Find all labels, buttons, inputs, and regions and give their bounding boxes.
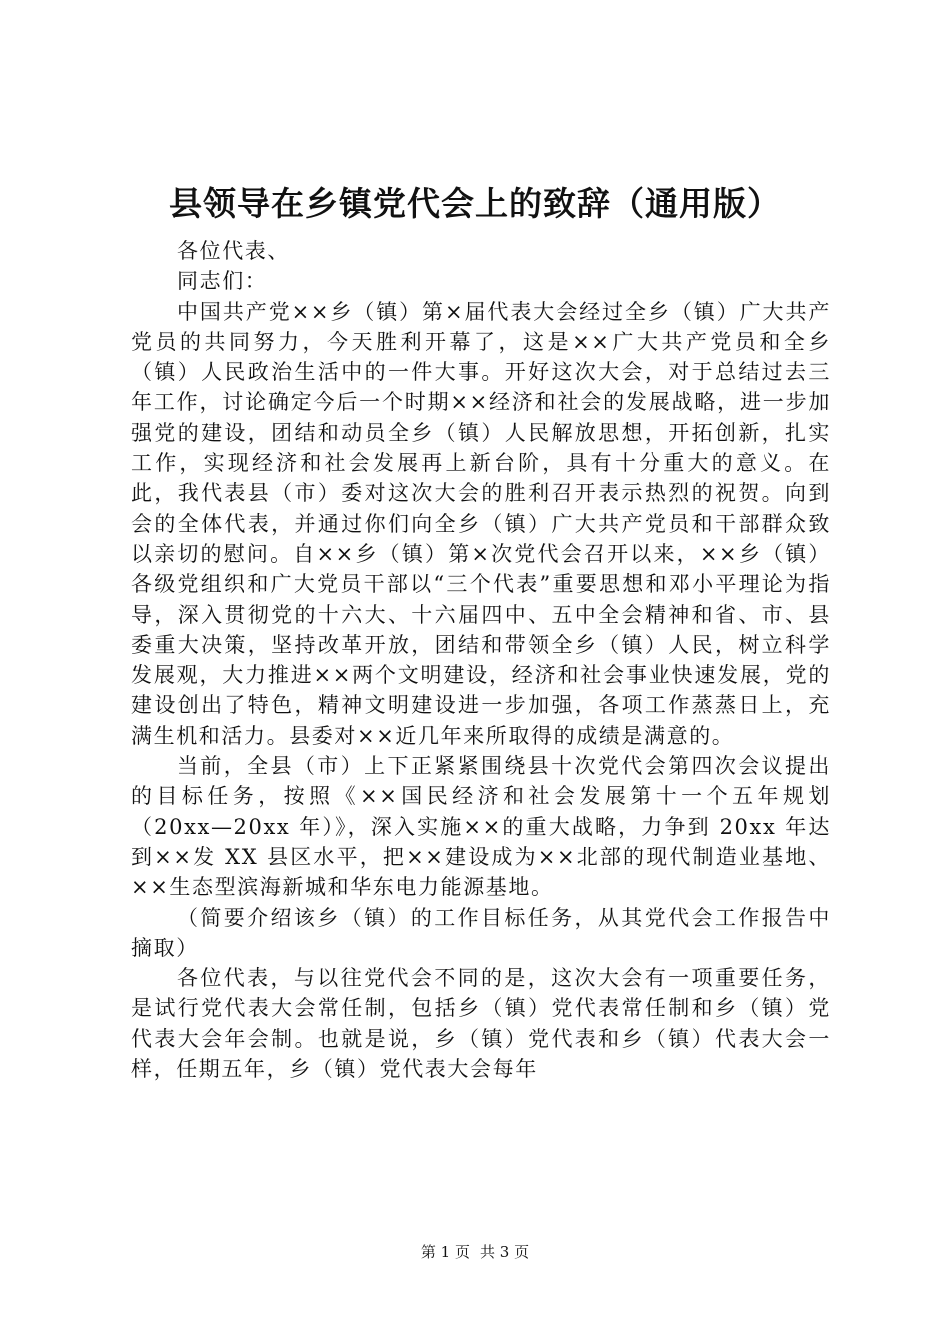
body-paragraph-4: 各位代表，与以往党代会不同的是，这次大会有一项重要任务，是试行党代表大会常任制，包括乡（镇）党代表常任制和乡（镇）党代表大会年会制。也就是说，乡（镇）党代表和乡（镇）代表大会一样，任期五年，乡（镇）党代表大会每年: [131, 966, 831, 1082]
body-paragraph-3: （简要介绍该乡（镇）的工作目标任务，从其党代会工作报告中摘取）: [131, 905, 831, 960]
page-number-total: 共 3 页: [480, 1243, 530, 1261]
page-number-current: 第 1 页: [420, 1243, 470, 1261]
body-paragraph-2: 当前，全县（市）上下正紧紧围绕县十次党代会第四次会议提出的目标任务，按照《××国民经济和社会发展第十一个五年规划（20xx—20xx 年）》，深入实施××的重大战略，力争到 20xx 年达到××发 XX 县区水平，把××建设成为××北部的现代制造业基地、××生态型滨海新城和华东电力能源基地。: [131, 754, 831, 900]
page-footer: [0, 1242, 950, 1262]
document-body: [131, 236, 831, 1084]
salutation-line-2: 同志们：: [177, 269, 268, 294]
document-title: 县领导在乡镇党代会上的致辞（通用版）: [169, 184, 781, 223]
salutation-line-1: 各位代表、: [177, 239, 290, 263]
body-paragraph-1: 中国共产党××乡（镇）第×届代表大会经过全乡（镇）广大共产党员的共同努力，今天胜利开幕了，这是××广大共产党员和全乡（镇）人民政治生活中的一件大事。开好这次大会，对于总结过去三年工作，讨论确定今后一个时期××经济和社会的发展战略，进一步加强党的建设，团结和动员全乡（镇）人民解放思想，开拓创新，扎实工作，实现经济和社会发展再上新台阶，具有十分重大的意义。在此，我代表县（市）委对这次大会的胜利召开表示热烈的祝贺。向到会的全体代表，并通过你们向全乡（镇）广大共产党员和干部群众致以亲切的慰问。自××乡（镇）第×次党代会召开以来，××乡（镇）各级党组织和广大党员干部以“三个代表”重要思想和邓小平理论为指导，深入贯彻党的十六大、十六届四中、五中全会精神和省、市、县委重大决策，坚持改革开放，团结和带领全乡（镇）人民，树立科学发展观，大力推进××两个文明建设，经济和社会事业快速发展，党的建设创出了特色，精神文明建设进一步加强，各项工作蒸蒸日上，充满生机和活力。县委对××近几年来所取得的成绩是满意的。: [131, 299, 831, 748]
